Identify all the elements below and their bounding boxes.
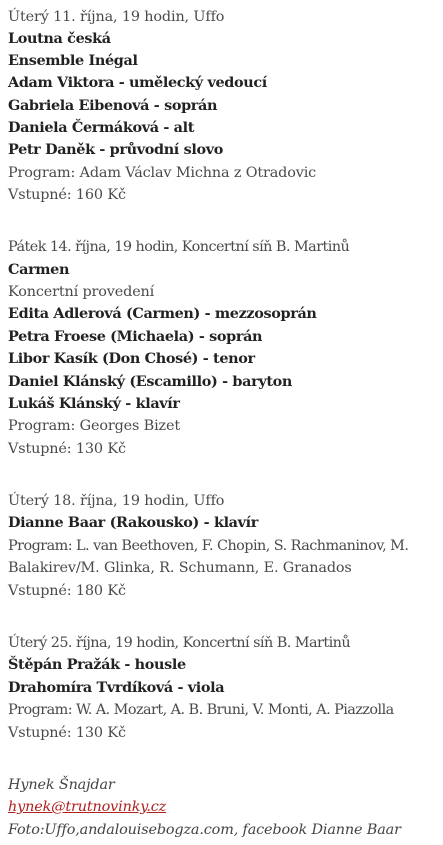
- photo-credit: Foto:Uffo,andalouisebogza.com, facebook Dianne Baar: [8, 822, 401, 838]
- event-1-date: Úterý 11. října, 19 hodin, Uffo: [8, 9, 225, 25]
- author-name: Hynek Šnajdar: [8, 777, 115, 793]
- event-4-performer: Drahomíra Tvrdíková - viola: [8, 679, 225, 696]
- event-3-program: Program: L. van Beethoven, F. Chopin, S. Rachmaninov, M.: [8, 538, 409, 554]
- event-2-subtitle: Koncertní provedení: [8, 284, 155, 300]
- event-2-date: Pátek 14. října, 19 hodin, Koncertní síň B. Martinů: [8, 239, 350, 255]
- event-1-performer: Gabriela Eibenová - soprán: [8, 97, 218, 114]
- event-2-price: Vstupné: 130 Kč: [8, 441, 126, 457]
- event-4-price: Vstupné: 130 Kč: [8, 725, 126, 741]
- event-2-performer: Petra Froese (Michaela) - soprán: [8, 328, 263, 345]
- event-2-performer: Edita Adlerová (Carmen) - mezzosoprán: [8, 305, 317, 322]
- event-2-performer: Libor Kasík (Don Chosé) - tenor: [8, 350, 255, 367]
- event-3-price: Vstupné: 180 Kč: [8, 583, 126, 599]
- event-2-performer: Lukáš Klánský - klavír: [8, 395, 180, 412]
- event-4-program: Program: W. A. Mozart, A. B. Bruni, V. Monti, A. Piazzolla: [8, 702, 394, 718]
- event-1-performer: Daniela Čermáková - alt: [8, 119, 195, 136]
- event-1-price: Vstupné: 160 Kč: [8, 187, 126, 203]
- event-3-program: Balakirev/M. Glinka, R. Schumann, E. Granados: [8, 560, 352, 576]
- event-1-title: Loutna česká: [8, 30, 111, 47]
- event-1-performer: Adam Viktora - umělecký vedoucí: [8, 74, 267, 91]
- event-1-program: Program: Adam Václav Michna z Otradovic: [8, 165, 317, 181]
- event-2-title: Carmen: [8, 261, 70, 278]
- event-1-ensemble: Ensemble Inégal: [8, 52, 138, 69]
- event-4-date: Úterý 25. října, 19 hodin, Koncertní síň B. Martinů: [8, 635, 351, 651]
- event-2-performer: Daniel Klánský (Escamillo) - baryton: [8, 373, 293, 390]
- event-2-program: Program: Georges Bizet: [8, 418, 180, 434]
- event-3-performer: Dianne Baar (Rakousko) - klavír: [8, 514, 259, 531]
- event-4-performer: Štěpán Pražák - housle: [8, 656, 186, 673]
- event-3-date: Úterý 18. října, 19 hodin, Uffo: [8, 493, 225, 509]
- author-email-link[interactable]: hynek@trutnovinky.cz: [8, 799, 167, 815]
- event-1-performer: Petr Daněk - průvodní slovo: [8, 141, 223, 158]
